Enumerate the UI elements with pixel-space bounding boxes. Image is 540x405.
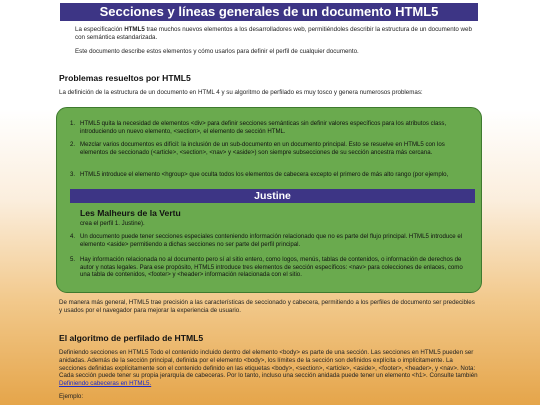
list-item: [70, 233, 472, 248]
example-subtitle: Les Malheurs de la Vertu: [80, 208, 181, 218]
list-item: [70, 171, 472, 179]
list-item: [70, 256, 472, 279]
algorithm-paragraph: [59, 349, 479, 388]
list-item: [70, 120, 472, 135]
section-heading-problems: Problemas resueltos por HTML5: [59, 73, 191, 83]
intro-paragraph-1: [75, 26, 475, 42]
list-item-number: 1.: [70, 120, 76, 127]
example-title-banner: [70, 189, 475, 203]
intro-bold-term: HTML5: [124, 26, 145, 33]
list-item-number: 4.: [70, 233, 76, 240]
problems-lead-paragraph: La definición de la estructura de un documento en HTML 4 y su algoritmo de perfilado es muy tosco y genera numerosos problemas:: [59, 89, 423, 96]
intro-text: La especificación: [75, 26, 125, 33]
algorithm-text: Definiendo secciones en HTML5 Todo el contenido incluido dentro del elemento <body> es parte de una sección. Las secciones en HTML5 pueden ser anidadas. Además de la sección principal, definida por el elemento <body>, los límites de la sección son definidos explícita o implícitamente. La secciones definidas explícitamente son el contenido definido en las etiquetas <body>, <section>, <article>, <aside>, <footer>, <header>, y <nav>. Nota: Cada sección puede tener su propia jerarquía de cabeceras. Por lo tanto, incluso una sección anidada puede tener un elemento <h1>. Consulte también: [59, 349, 478, 380]
section-heading-algorithm: El algoritmo de perfilado de HTML5: [59, 333, 204, 343]
intro-paragraph-2: Este documento describe estos elementos y cómo usarlos para definir el perfil de cualquier documento.: [75, 48, 359, 55]
example-title: Justine: [254, 190, 291, 202]
list-item: [70, 141, 472, 156]
example-credit: crea el perfil 1. Justine).: [80, 220, 145, 227]
list-item-text: Mezclar varios documentos es difícil: la inclusión de un sub-documento en un documento principal. Esto se resuelve en HTML5 con los elementos de seccionado (<article>, <section>, <nav> y <aside>) son siempre subsecciones de su sección ancestra más cercana.: [80, 141, 445, 156]
example-label: Ejemplo:: [59, 393, 84, 400]
list-item-text: HTML5 introduce el elemento <hgroup> que oculta todos los elementos de cabecera excepto el primero de más alto rango (por ejemplo,: [80, 171, 449, 178]
problems-closing-paragraph: De manera más general, HTML5 trae precisión a las características de seccionado y cabecera, permitiendo a los perfiles de documento ser predecibles y usados por el navegador para mejorar la experiencia de usuario.: [59, 299, 475, 314]
list-item-text: Un documento puede tener secciones especiales conteniendo información relacionado que no es parte del flujo principal. HTML5 introduce el elemento <aside> permitiendo a dichas secciones no ser parte del perfil principal.: [80, 233, 463, 248]
list-item-number: 2.: [70, 141, 76, 148]
list-item-text: HTML5 quita la necesidad de elementos <div> para definir secciones semánticas sin definir valores específicos para los atributos class, introduciendo un nuevo elemento, <section>, el elemento de sección HTML.: [80, 120, 447, 135]
intro-text-rest: trae muchos nuevos elementos a los desarrolladores web, permitiéndoles describir la estructura de un documento web con semántica estandarizada.: [75, 26, 472, 41]
list-item-text: Hay información relacionada no al documento pero sí al sitio entero, como logos, menús, tablas de contenidos, o información de derechos de autor y notas legales. Para ese propósito, HTML5 introduce tres elementos de sección específicos: <nav> para colecciones de enlaces, como una tabla de contenidos, <footer> y <header> información relacionada con el sitio.: [80, 256, 463, 279]
headings-link[interactable]: Definiendo cabeceras en HTML5.: [59, 380, 152, 388]
page-title-banner: [60, 3, 478, 21]
page-title: Secciones y líneas generales de un documento HTML5: [99, 4, 439, 19]
list-item-number: 5.: [70, 256, 76, 263]
list-item-number: 3.: [70, 171, 76, 178]
